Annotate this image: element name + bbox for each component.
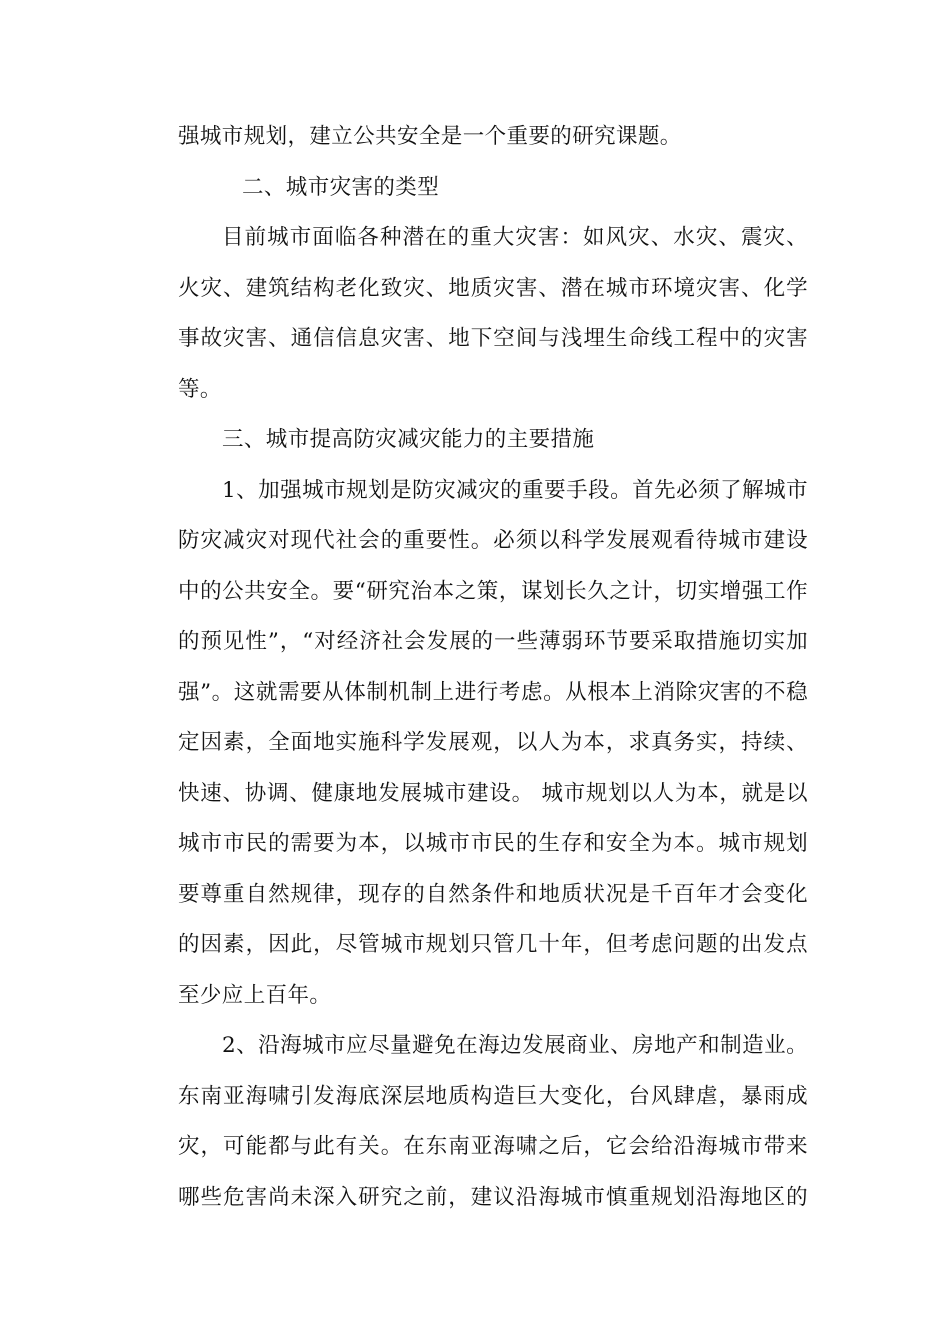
text-line: 事故灾害、通信信息灾害、地下空间与浅埋生命线工程中的灾害 (178, 326, 808, 351)
text-line: 灾，可能都与此有关。在东南亚海啸之后，它会给沿海城市带来 (178, 1134, 808, 1159)
text-line: 要尊重自然规律，现存的自然条件和地质状况是千百年才会变化 (178, 881, 808, 907)
text-line: 的因素，因此，尽管城市规划只管几十年，但考虑问题的出发点 (178, 932, 808, 957)
section-heading: 三、城市提高防灾减灾能力的主要措施 (222, 427, 595, 452)
text-line: 哪些危害尚未深入研究之前，建议沿海城市慎重规划沿海地区的 (178, 1184, 808, 1210)
text-line: 的预见性”，“对经济社会发展的一些薄弱环节要采取措施切实加 (178, 629, 808, 654)
text-line: 城市市民的需要为本，以城市市民的生存和安全为本。城市规划 (178, 831, 808, 856)
document-body (178, 112, 808, 1223)
text-line: 强城市规划，建立公共安全是一个重要的研究课题。 (178, 124, 682, 149)
text-line: 等。 (178, 376, 222, 402)
text-line: 目前城市面临各种潜在的重大灾害：如风灾、水灾、震灾、 (222, 225, 808, 250)
text-line: 1、加强城市规划是防灾减灾的重要手段。首先必须了解城市 (222, 477, 808, 503)
text-line: 中的公共安全。要“研究治本之策，谋划长久之计，切实增强工作 (178, 578, 808, 604)
text-line: 东南亚海啸引发海底深层地质构造巨大变化，台风肆虐，暴雨成 (178, 1083, 808, 1109)
text-line: 快速、协调、健康地发展城市建设。 城市规划以人为本，就是以 (178, 780, 808, 806)
section-heading: 二、城市灾害的类型 (242, 174, 440, 200)
text-line: 定因素，全面地实施科学发展观，以人为本，求真务实，持续、 (178, 730, 808, 755)
text-line: 防灾减灾对现代社会的重要性。必须以科学发展观看待城市建设 (178, 528, 808, 553)
text-line: 火灾、建筑结构老化致灾、地质灾害、潜在城市环境灾害、化学 (178, 275, 808, 301)
text-line: 至少应上百年。 (178, 982, 332, 1008)
text-line: 2、沿海城市应尽量避免在海边发展商业、房地产和制造业。 (222, 1033, 808, 1058)
text-line: 强”。这就需要从体制机制上进行考虑。从根本上消除灾害的不稳 (178, 679, 808, 705)
